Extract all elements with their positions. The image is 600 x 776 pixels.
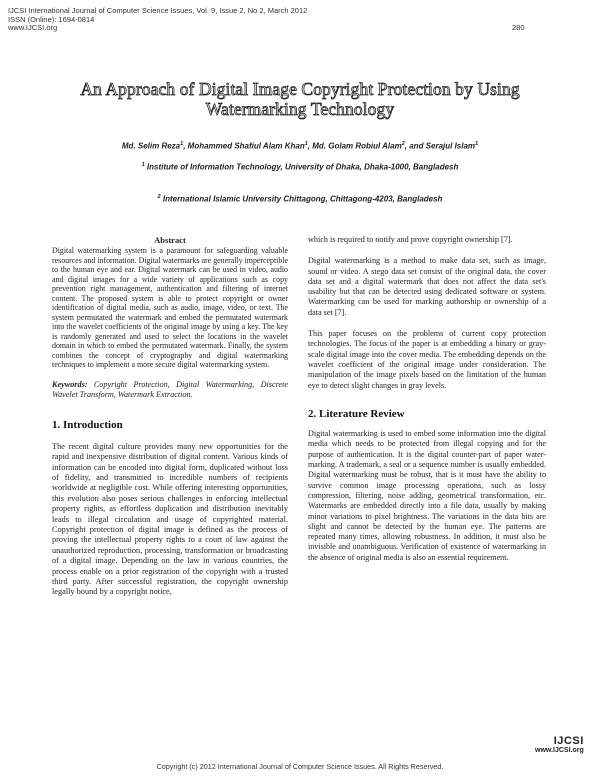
logo-name: IJCSI	[553, 735, 584, 747]
author-sup: 2	[401, 141, 405, 147]
running-header	[8, 7, 307, 33]
author-list	[30, 141, 570, 151]
title-line-2: Watermarking Technology	[205, 99, 395, 119]
introduction-text: The recent digital culture provides many new opportunities for the rapid and inexpensive distribution of digital content. Various kinds of information can be encoded into digital form, duplicated without loss of fidelity, and transmitted to incredible numbers of recipients worldwide at negligible cost. While offering interesting opportunities, this evolution also poses serious challenges in enforcing intellectual property rights, as effortless duplication and distribution inevitably leads to illegal circulation and usage of copyrighted material. Copyright protection of digital image is defined as the process of proving the intellectual property rights to a court of law against the unauthorized reproduction, processing, transformation or broadcasting of a digital image. Depending on the law in various countries, the process enable on a prior registration of the copyright with a trusted third party. After successful registration, the copyright ownership legally bound by a copyright notice,	[52, 441, 288, 597]
affiliation-text: International Islamic University Chittagong, Chittagong-4203, Bangladesh	[162, 194, 443, 204]
paper-title	[40, 79, 560, 119]
introduction-heading: 1. Introduction	[52, 419, 123, 432]
affiliation-sup: 1	[141, 162, 145, 168]
affiliation-sup: 2	[157, 194, 161, 200]
affiliation-text: Institute of Information Technology, University of Dhaka, Dhaka-1000, Bangladesh	[146, 162, 459, 172]
author-separator: ,	[183, 141, 188, 151]
abstract-text: Digital watermarking system is a paramount for safeguarding valuable resources and information. Digital watermarks are generally imperceptible to the human eye and ear. Digital watermark can be used in video, audio and digital images for a wide variety of applications such as copy prevention right management, authentication and filtering of internet content. The proposed system is able to protect copyright or owner identification of digital media, such as audio, image, video, or text. The system permutated the watermark and embed the permutated watermark into the wavelet coefficients of the original image by using a key. The key is randomly generated and used to select the locations in the wavelet domain in which to embed the permutated watermark. Finally, the system combines the concept of cryptography and digital watermarking techniques to implement a more secure digital watermarking system.	[52, 246, 288, 370]
author-name: Md. Selim Reza	[121, 141, 181, 151]
issn-line: ISSN (Online): 1694-0814	[8, 14, 95, 24]
footer-copyright: Copyright (c) 2012 International Journal of Computer Science Issues. All Rights Reserved.	[156, 762, 444, 771]
right-paragraph-2: Digital watermarking is a method to make data set, such as image, sound or video. A stego data set consist of the original data, the cover data set and a digital watermark that does not affect the data set's usability but that can be detected using dedicated software or system. Watermarking can be used for marking authorship or ownership of a data set [7].	[308, 256, 546, 317]
abstract-heading: Abstract	[154, 235, 186, 245]
author-sup: 1	[180, 141, 184, 147]
author-name: Mohammed Shafiul Alam Khan	[187, 141, 305, 151]
right-column	[308, 235, 546, 563]
right-paragraph-3: This paper focuses on the problems of current copy protection technologies. The focus of the paper is at embedding a binary or gray-scale digital image into the cover media. The embedding depends on the wavelet coefficient of the original image under consideration. The manipulation of the image pixels based on the limitation of the human eye to detect slight changes in gray levels.	[308, 329, 546, 390]
title-line-1: An Approach of Digital Image Copyright Protection by Using	[80, 79, 520, 99]
literature-review-text: Digital watermarking is used to embed some information into the digital media which needs to be protected from illegal copying and for the purpose of authentication. It is the digital counter-part of paper water-marking. A trademark, a seal or a sequence number is usually embedded. Digital watermarking must be robust, that is it must have the ability to survive common image processing operations, such as lossy compression, filtering, noise adding, geometrical transformation, etc. Watermarks are embedded directly into a file data, usually by making minor variations to pixel brightness. The variations in the data bits are slight and cannot be detected by the human eye. The patterns are repeated many times, allowing robustness. In addition, it must also be invisible and unambiguous. Verification of existence of watermarking in the absence of original media is also an essential requirement.	[308, 429, 546, 562]
affiliation-1	[30, 162, 570, 172]
site-line: www.IJCSI.org	[8, 23, 58, 32]
author-name: Md. Golam Robiul Alam	[312, 141, 402, 151]
journal-line: IJCSI International Journal of Computer Science Issues, Vol. 9, Issue 2, No 2, March 2012	[8, 6, 308, 15]
keywords	[52, 380, 288, 401]
author-sup: 1	[304, 141, 308, 147]
ijcsi-logo	[535, 735, 584, 754]
author-separator: , and	[404, 141, 426, 151]
page-number: 280	[512, 23, 525, 32]
author-sup: 1	[475, 141, 479, 147]
left-column	[52, 235, 288, 598]
keywords-label: Keywords:	[52, 379, 88, 389]
author-separator: ,	[307, 141, 313, 151]
literature-review-heading: 2. Literature Review	[308, 407, 405, 420]
right-paragraph-1: which is required to notify and prove copyright ownership [7].	[308, 235, 513, 244]
keywords-text: Copyright Protection, Digital Watermarking, Discrete Wavelet Transform, Watermark Extraction.	[52, 379, 289, 400]
logo-url: www.IJCSI.org	[535, 747, 584, 754]
affiliation-2	[30, 194, 570, 204]
author-name: Serajul Islam	[425, 141, 476, 151]
